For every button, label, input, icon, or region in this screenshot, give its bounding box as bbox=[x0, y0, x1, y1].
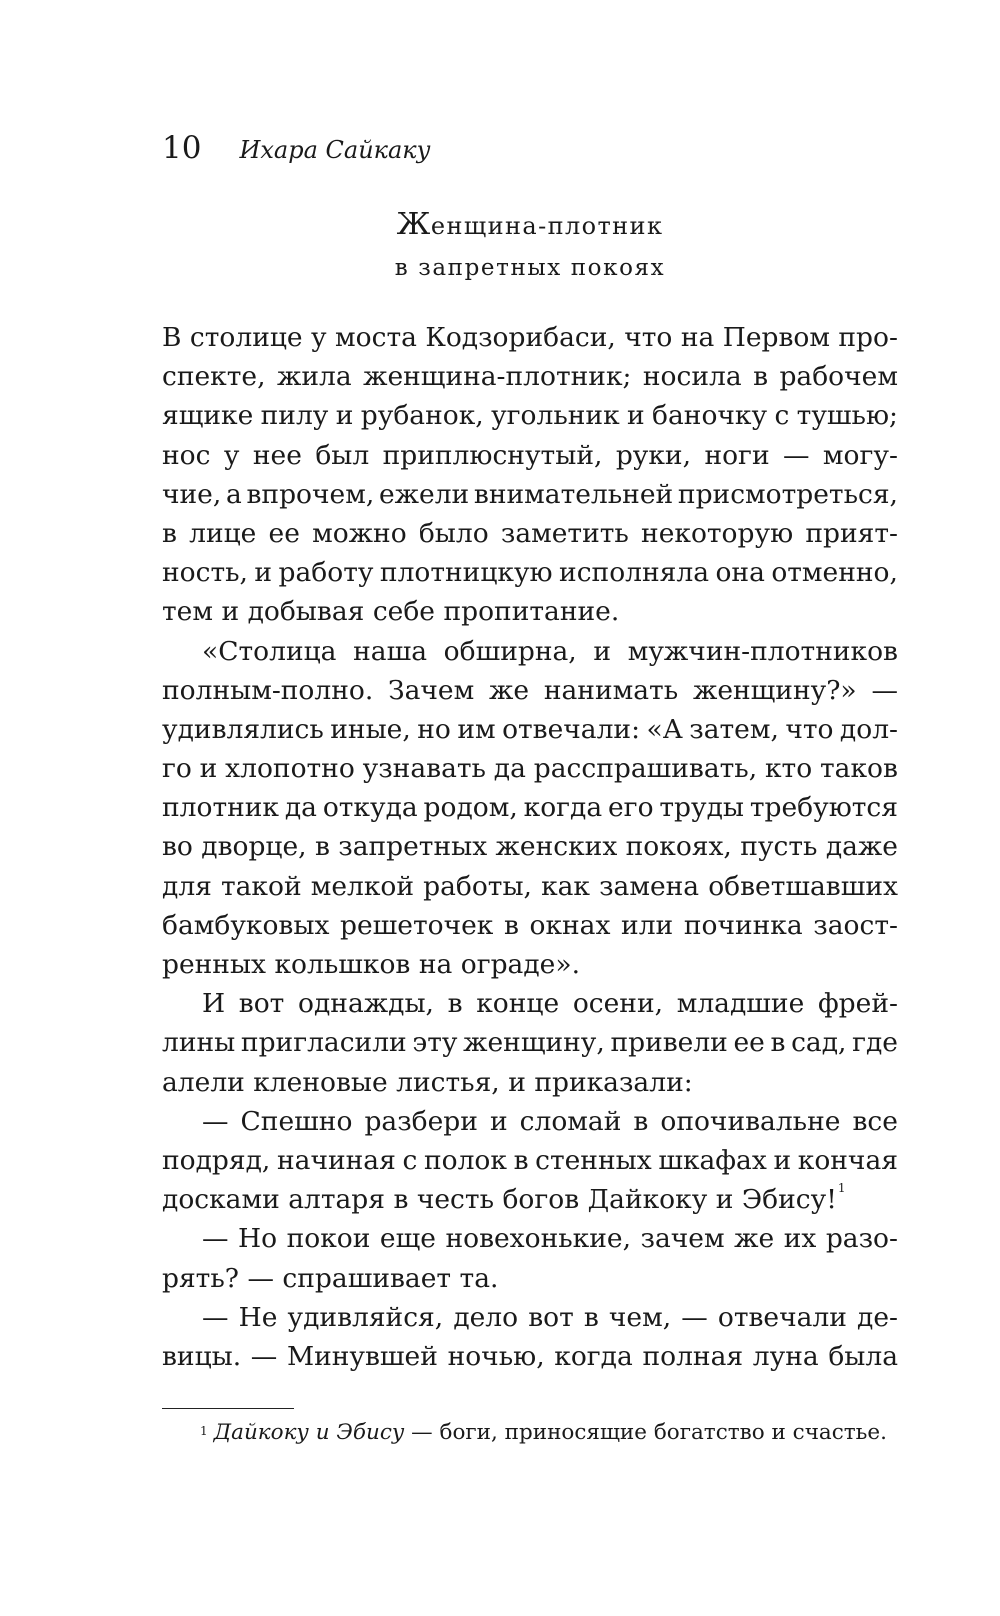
word: сломай bbox=[519, 1105, 622, 1137]
word: работу bbox=[278, 557, 374, 589]
word: рять? bbox=[162, 1262, 239, 1294]
word: полным-полно. bbox=[162, 674, 374, 706]
word: угольник bbox=[491, 400, 620, 432]
word: заметить bbox=[500, 517, 629, 549]
word: замена bbox=[599, 870, 700, 902]
text-line bbox=[162, 553, 898, 592]
word: досками bbox=[162, 1184, 280, 1216]
footnote-reference[interactable]: 1 bbox=[837, 1181, 846, 1196]
word: ящике bbox=[162, 400, 254, 432]
word: алтаря bbox=[288, 1184, 385, 1216]
word: требуются bbox=[749, 792, 898, 824]
word: чие, bbox=[162, 478, 222, 510]
word: В bbox=[162, 322, 182, 353]
word: женских bbox=[495, 831, 618, 863]
text-line bbox=[162, 1337, 898, 1376]
word: что bbox=[785, 713, 834, 745]
word: однажды, bbox=[298, 988, 434, 1020]
word: как bbox=[541, 870, 590, 902]
word: привели bbox=[610, 1027, 728, 1059]
word: или bbox=[621, 909, 674, 941]
word: опочивальне bbox=[660, 1105, 841, 1137]
word: внимательней bbox=[473, 478, 674, 510]
word: ренных bbox=[162, 949, 267, 980]
word: алели bbox=[162, 1066, 245, 1098]
word: ность, bbox=[162, 557, 248, 589]
word: в bbox=[447, 988, 463, 1020]
word: труды bbox=[659, 792, 744, 824]
word: мелкой bbox=[310, 870, 415, 902]
word: дворце, bbox=[201, 831, 307, 863]
word: Не bbox=[238, 1301, 278, 1333]
word: про- bbox=[838, 322, 898, 353]
word: впрочем, bbox=[246, 478, 375, 510]
footnote bbox=[200, 1420, 887, 1445]
word: нее bbox=[252, 439, 302, 471]
word: ежели bbox=[378, 478, 470, 510]
footnote-divider bbox=[162, 1408, 294, 1409]
word: вицы. bbox=[162, 1340, 242, 1372]
text-line bbox=[162, 867, 898, 906]
word: такой bbox=[220, 870, 302, 902]
chapter-title bbox=[162, 205, 898, 288]
word: заост- bbox=[813, 909, 898, 941]
word: можно bbox=[312, 517, 407, 549]
title-initial: Ж bbox=[396, 207, 431, 242]
word: — bbox=[783, 439, 810, 471]
word: на bbox=[680, 322, 715, 353]
word: спрашивает bbox=[282, 1262, 452, 1294]
word: руки, bbox=[615, 439, 692, 471]
word: ограде». bbox=[460, 949, 580, 980]
text-line bbox=[162, 788, 898, 827]
word: рабочем bbox=[779, 361, 898, 393]
word: луна bbox=[752, 1340, 819, 1372]
word: пригласили bbox=[240, 1027, 407, 1059]
word: та. bbox=[459, 1262, 499, 1294]
word: в bbox=[503, 909, 519, 941]
word: в bbox=[633, 1105, 649, 1137]
word: у bbox=[311, 322, 327, 353]
word: где bbox=[852, 1027, 898, 1059]
footnote-text: — боги, приносящие богатство и счастье. bbox=[404, 1420, 887, 1445]
word: вот bbox=[238, 988, 285, 1020]
word: и bbox=[773, 1144, 792, 1176]
word: Первом bbox=[722, 322, 830, 353]
text-line bbox=[162, 592, 898, 631]
word: с bbox=[402, 1144, 418, 1176]
text-line bbox=[162, 1102, 898, 1141]
word: и bbox=[199, 753, 218, 785]
word: была bbox=[828, 1340, 898, 1372]
word: добывая bbox=[247, 596, 365, 628]
word: окнах bbox=[529, 909, 611, 941]
word: Минувшей bbox=[286, 1340, 438, 1372]
footnote-term: Дайкоку и Эбису bbox=[213, 1420, 405, 1445]
word: честь bbox=[416, 1184, 494, 1216]
word: узнавать bbox=[362, 753, 486, 785]
page-number: 10 bbox=[162, 130, 202, 166]
word: столице bbox=[189, 322, 303, 353]
word: еще bbox=[379, 1223, 436, 1255]
running-header bbox=[162, 130, 431, 166]
text-line bbox=[162, 475, 898, 514]
word: и bbox=[335, 400, 354, 432]
text-line bbox=[162, 1180, 898, 1219]
word: сад, bbox=[791, 1027, 847, 1059]
word: нанимать bbox=[543, 674, 679, 706]
word: дело bbox=[453, 1301, 519, 1333]
word: стенных bbox=[535, 1144, 652, 1176]
word: Зачем bbox=[388, 674, 475, 706]
footnote-number: 1 bbox=[200, 1424, 208, 1438]
word: с bbox=[774, 400, 790, 432]
word: же bbox=[488, 674, 530, 706]
word: разбери bbox=[364, 1105, 478, 1137]
word: и bbox=[593, 635, 612, 667]
word: обширна, bbox=[443, 635, 577, 667]
text-line bbox=[162, 357, 898, 396]
word: наша bbox=[353, 635, 428, 667]
word: разо- bbox=[825, 1223, 898, 1255]
body-text bbox=[162, 318, 898, 1376]
word: ноги bbox=[704, 439, 770, 471]
text-line bbox=[162, 945, 898, 984]
word: полная bbox=[642, 1340, 744, 1372]
word: его bbox=[608, 792, 654, 824]
word: женщину, bbox=[463, 1027, 605, 1059]
word: и bbox=[221, 596, 240, 628]
word: и bbox=[627, 400, 645, 432]
word: фрей- bbox=[817, 988, 898, 1020]
word: «Столица bbox=[202, 635, 337, 667]
word: в bbox=[770, 1027, 786, 1059]
word: пусть bbox=[740, 831, 818, 863]
word: ночью, bbox=[447, 1340, 545, 1372]
word: починка bbox=[683, 909, 803, 941]
word: женщина-плотник; bbox=[363, 361, 632, 393]
word: и bbox=[508, 1066, 526, 1098]
word: плотник bbox=[162, 792, 279, 824]
word: в bbox=[162, 517, 177, 549]
text-line bbox=[162, 1259, 898, 1298]
word: когда bbox=[523, 792, 603, 824]
word: ее bbox=[268, 517, 300, 549]
word: кончая bbox=[797, 1144, 898, 1176]
word: присмотреться, bbox=[677, 478, 898, 510]
word: в bbox=[314, 831, 330, 863]
text-line bbox=[162, 1219, 898, 1258]
word: шкафах bbox=[658, 1144, 767, 1176]
word: в bbox=[513, 1144, 529, 1176]
word: богов bbox=[502, 1184, 580, 1216]
text-line bbox=[162, 632, 898, 671]
word: для bbox=[162, 870, 212, 902]
word: мужчин-плотников bbox=[627, 635, 898, 667]
word: — bbox=[247, 1262, 274, 1294]
word: го bbox=[162, 753, 192, 785]
word: она bbox=[715, 557, 765, 589]
word: приказали: bbox=[534, 1066, 693, 1098]
word: могу- bbox=[822, 439, 898, 471]
word: моста bbox=[335, 322, 417, 353]
word: де- bbox=[857, 1301, 898, 1333]
text-line bbox=[162, 710, 898, 749]
text-line bbox=[162, 1063, 898, 1102]
text-line bbox=[162, 436, 898, 475]
word: таков bbox=[820, 753, 898, 785]
word: — bbox=[871, 674, 898, 706]
text-line bbox=[162, 906, 898, 945]
word: даже bbox=[825, 831, 898, 863]
word: некоторую bbox=[641, 517, 794, 549]
text-line bbox=[162, 984, 898, 1023]
text-line bbox=[162, 827, 898, 866]
word: запретных bbox=[338, 831, 488, 863]
word: было bbox=[418, 517, 489, 549]
word: у bbox=[223, 439, 240, 471]
word: их bbox=[783, 1223, 817, 1255]
word: нос bbox=[162, 439, 211, 471]
word: отвечали bbox=[717, 1301, 847, 1333]
word: новехонькие, bbox=[445, 1223, 631, 1255]
word: Эбису! bbox=[741, 1184, 837, 1216]
word: — bbox=[250, 1340, 278, 1372]
word-with-footnote bbox=[742, 1180, 846, 1219]
word: да bbox=[493, 753, 526, 785]
word: удивлялись bbox=[162, 713, 324, 745]
word: вот bbox=[528, 1301, 574, 1333]
text-line bbox=[162, 1141, 898, 1180]
word: «А bbox=[646, 713, 683, 745]
word: работы, bbox=[423, 870, 532, 902]
word: на bbox=[418, 949, 453, 980]
word: иные, bbox=[330, 713, 411, 745]
word: кленовые bbox=[253, 1066, 388, 1098]
word: что bbox=[624, 322, 673, 353]
word: жила bbox=[276, 361, 352, 393]
text-line bbox=[162, 1023, 898, 1062]
word: Кодзорибаси, bbox=[425, 322, 616, 353]
word: в bbox=[393, 1184, 409, 1216]
word: да bbox=[284, 792, 317, 824]
word: — bbox=[202, 1105, 229, 1137]
word: — bbox=[202, 1223, 229, 1255]
text-line bbox=[162, 396, 898, 435]
running-head-author: Ихара Сайкаку bbox=[239, 136, 431, 164]
word: во bbox=[162, 831, 193, 863]
word: полок bbox=[423, 1144, 507, 1176]
word: пропитание. bbox=[443, 596, 620, 628]
word: им bbox=[457, 713, 496, 745]
word: хлопотно bbox=[225, 753, 355, 785]
word: обветшавших bbox=[708, 870, 898, 902]
word: зачем bbox=[640, 1223, 725, 1255]
word: удивляйся, bbox=[287, 1301, 444, 1333]
word: тушью; bbox=[796, 400, 898, 432]
word: И bbox=[202, 988, 226, 1020]
word: спекте, bbox=[162, 361, 266, 393]
word: затем, bbox=[689, 713, 779, 745]
word: приплюснутый, bbox=[382, 439, 603, 471]
word: же bbox=[734, 1223, 775, 1255]
text-line bbox=[162, 749, 898, 788]
word: ее bbox=[733, 1027, 765, 1059]
word: был bbox=[315, 439, 370, 471]
word: решеточек bbox=[340, 909, 494, 941]
word: кольшков bbox=[274, 949, 411, 980]
word: прият- bbox=[805, 517, 898, 549]
text-line bbox=[162, 514, 898, 553]
text-line bbox=[162, 1298, 898, 1337]
word: — bbox=[681, 1301, 708, 1333]
word: листья, bbox=[396, 1066, 500, 1098]
word: и bbox=[489, 1105, 508, 1137]
word: — bbox=[202, 1301, 229, 1333]
word: покои bbox=[286, 1223, 371, 1255]
word: Спешно bbox=[240, 1105, 353, 1137]
word: тем bbox=[162, 596, 213, 628]
word: плотницкую bbox=[379, 557, 553, 589]
word: лины bbox=[162, 1027, 236, 1059]
word: родом, bbox=[423, 792, 518, 824]
word: женщину?» bbox=[692, 674, 857, 706]
word: носила bbox=[642, 361, 742, 393]
word: дол- bbox=[839, 713, 898, 745]
word: а bbox=[226, 478, 242, 510]
word: чем, bbox=[608, 1301, 672, 1333]
word: осени, bbox=[572, 988, 664, 1020]
word: в bbox=[583, 1301, 599, 1333]
word: бамбуковых bbox=[162, 909, 330, 941]
word: кто bbox=[764, 753, 813, 785]
word: себе bbox=[372, 596, 435, 628]
word: и bbox=[254, 557, 273, 589]
word: все bbox=[852, 1105, 898, 1137]
word: но bbox=[417, 713, 451, 745]
word: эту bbox=[412, 1027, 458, 1059]
word: подряд, bbox=[162, 1144, 271, 1176]
title-small-caps: енщина-плотник bbox=[430, 212, 664, 240]
word: расспрашивать, bbox=[533, 753, 758, 785]
word: исполняла bbox=[559, 557, 710, 589]
word: и bbox=[715, 1184, 734, 1216]
word: лице bbox=[189, 517, 257, 549]
word: начиная bbox=[277, 1144, 396, 1176]
word: Но bbox=[238, 1223, 278, 1255]
chapter-title-line-2: в запретных покоях bbox=[394, 255, 666, 281]
text-line bbox=[162, 671, 898, 710]
word: в bbox=[753, 361, 769, 393]
word: баночку bbox=[652, 400, 768, 432]
word: отменно, bbox=[771, 557, 898, 589]
word: покоях, bbox=[625, 831, 732, 863]
word: пилу bbox=[260, 400, 329, 432]
word: откуда bbox=[322, 792, 418, 824]
chapter-title-line-1 bbox=[162, 205, 898, 246]
word: младшие bbox=[676, 988, 805, 1020]
word: рубанок, bbox=[360, 400, 484, 432]
word: отвечали: bbox=[502, 713, 641, 745]
word: когда bbox=[554, 1340, 633, 1372]
text-line bbox=[162, 318, 898, 357]
word: Дайкоку bbox=[587, 1184, 708, 1216]
word: конце bbox=[476, 988, 560, 1020]
